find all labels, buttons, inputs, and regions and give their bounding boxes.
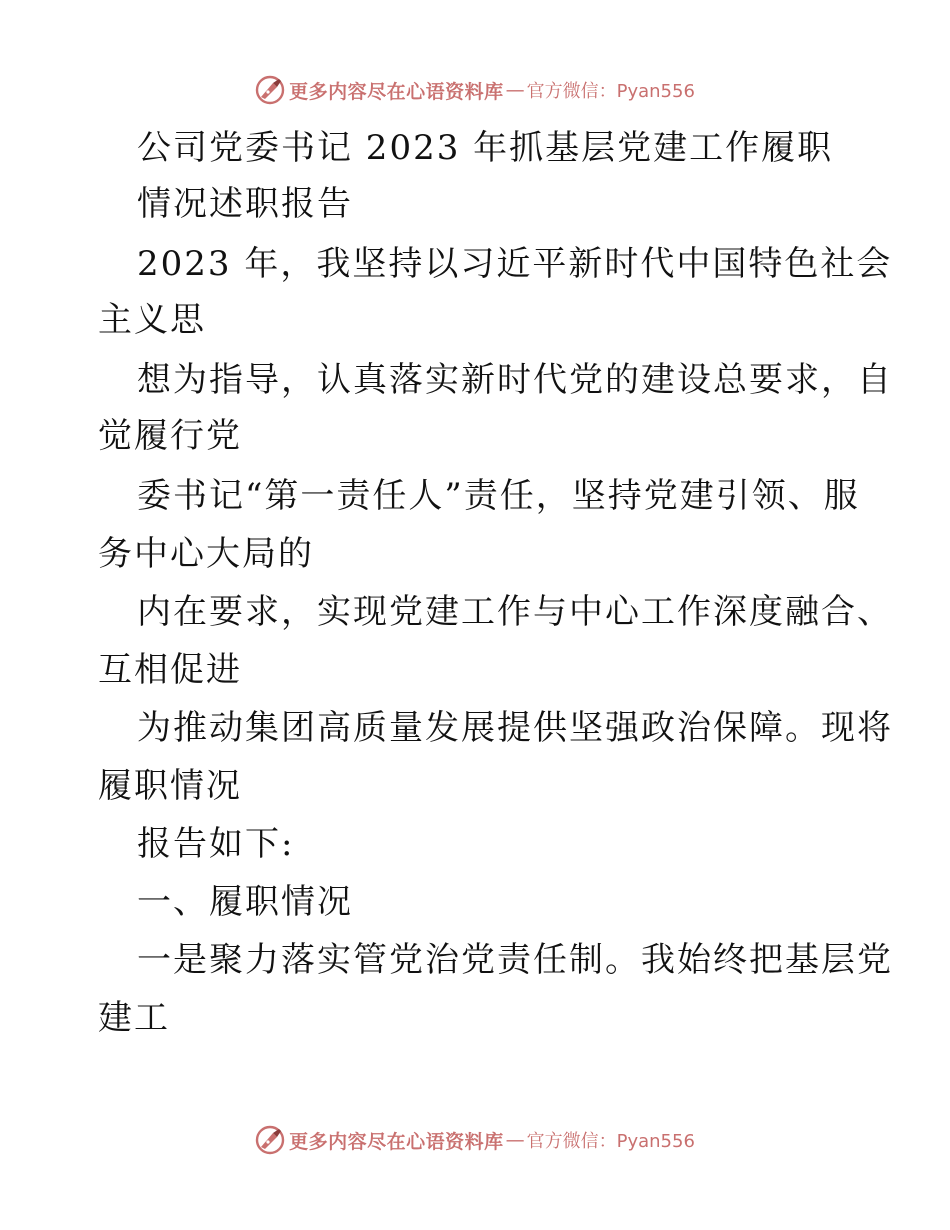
banner-separator: — (505, 79, 525, 101)
document-title-line-2: 情况述职报告 (137, 184, 353, 224)
section-heading: 一、履职情况 (137, 882, 353, 922)
paragraph-line: 内在要求，实现党建工作与中心工作深度融合、 (137, 592, 893, 632)
paragraph-line: 2023 年，我坚持以习近平新时代中国特色社会 (137, 244, 893, 284)
banner-wechat-text: 官方微信：Pyan556 (526, 1131, 695, 1152)
banner-brand-text: 更多内容尽在心语资料库 (289, 80, 504, 103)
paragraph-line: 一是聚力落实管党治党责任制。我始终把基层党 (137, 940, 893, 980)
paragraph-line: 觉履行党 (98, 416, 242, 456)
paragraph-line: 委书记“第一责任人”责任，坚持党建引领、服 (137, 476, 860, 516)
banner-brand-text: 更多内容尽在心语资料库 (289, 1130, 504, 1153)
paragraph-line: 想为指导，认真落实新时代党的建设总要求，自 (137, 360, 893, 400)
document-title-line-1: 公司党委书记 2023 年抓基层党建工作履职 (137, 128, 834, 168)
paragraph-line: 主义思 (98, 300, 206, 340)
paragraph-line: 建工 (98, 998, 170, 1038)
paragraph-line: 报告如下: (137, 824, 295, 864)
header-banner (0, 70, 950, 110)
paragraph-line: 为推动集团高质量发展提供坚强政治保障。现将 (137, 708, 893, 748)
pen-nib-logo-icon (255, 1125, 285, 1155)
footer-banner (0, 1120, 950, 1160)
banner-wechat-text: 官方微信：Pyan556 (526, 81, 695, 102)
paragraph-line: 履职情况 (98, 766, 242, 806)
paragraph-line: 务中心大局的 (98, 534, 314, 574)
pen-nib-logo-icon (255, 75, 285, 105)
paragraph-line: 互相促进 (98, 650, 242, 690)
banner-separator: — (505, 1129, 525, 1151)
